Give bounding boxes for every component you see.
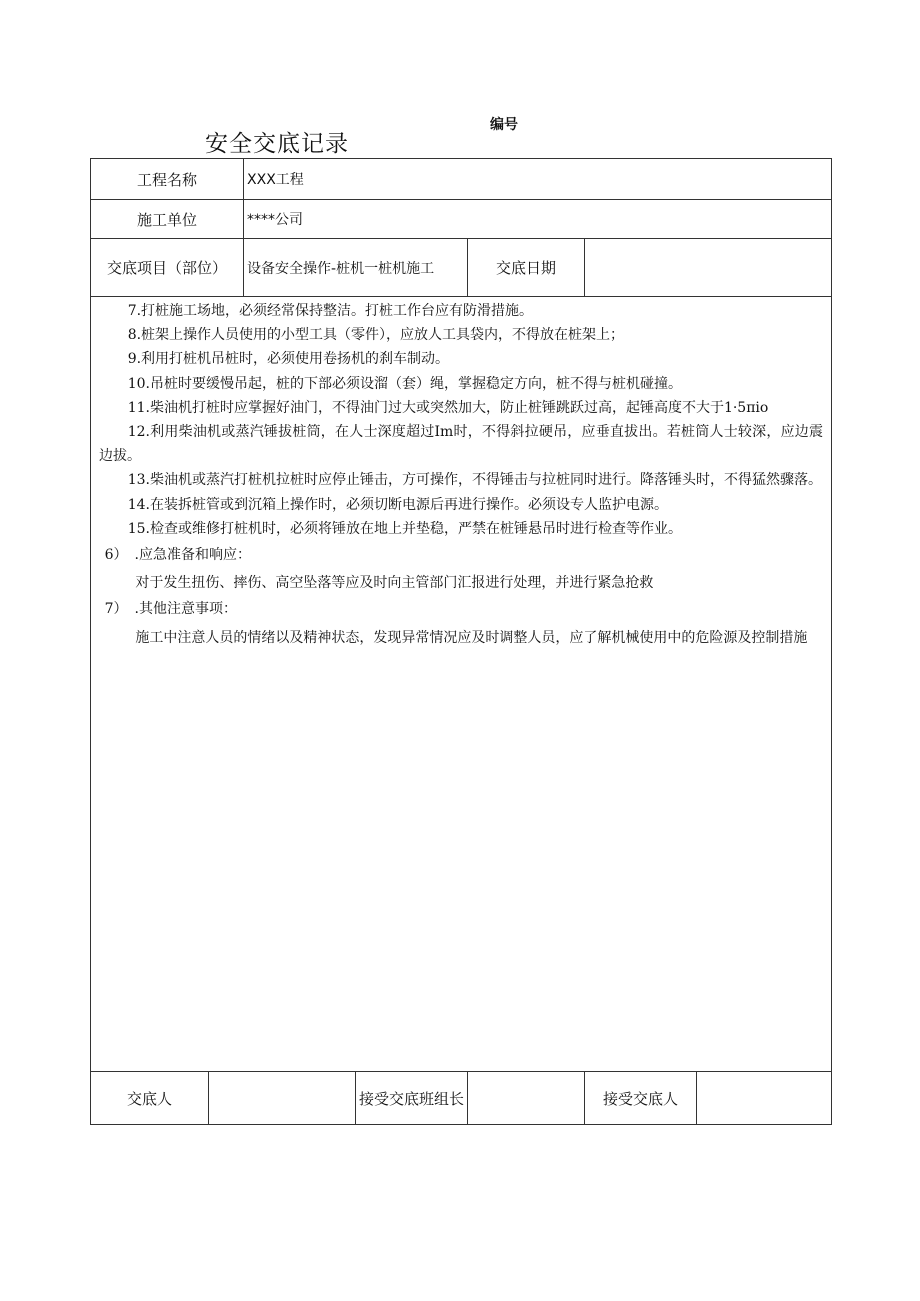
briefing-item-row [91,239,832,297]
document-title: 安全交底记录 [205,131,349,157]
briefing-item-value[interactable]: 设备安全操作-桩机一桩机施工 [244,239,468,297]
section-7-heading: 7） .其他注意事项： [104,601,237,618]
content-paragraph: 10.吊桩时要缓慢吊起，桩的下部必须设溜（套）绳，掌握稳定方向，桩不得与桩机碰撞。 [127,375,682,392]
content-paragraph: 12.利用柴油机或蒸汽锤拔桩筒，在人士深度超过Im时，不得斜拉硬吊，应垂直拔出。若桩筒人士较深，应边震边拔。 [99,424,824,465]
section-7-text: 施工中注意人员的情绪以及精神状态，发现异常情况应及时调整人员，应了解机械使用中的危险源及控制措施 [135,629,808,646]
briefing-date-label: 交底日期 [468,239,585,297]
signature-row [91,1072,832,1125]
construction-unit-value[interactable]: ****公司 [244,200,832,239]
team-leader-label: 接受交底班组长 [356,1072,468,1125]
team-leader-signature[interactable] [468,1072,585,1125]
briefing-content-row [91,297,832,1072]
briefing-item-label: 交底项目（部位） [91,239,244,297]
project-name-row [91,159,832,200]
section-6-text: 对于发生扭伤、摔伤、高空坠落等应及时向主管部门汇报进行处理，并进行紧急抢救 [135,575,654,592]
document-number-label: 编号 [490,117,518,133]
receiver-label: 接受交底人 [585,1072,697,1125]
discloser-signature[interactable] [209,1072,356,1125]
content-paragraph: 8.桩架上操作人员使用的小型工具（零件），应放人工具袋内，不得放在桩架上； [127,327,625,344]
briefing-content [91,297,832,1072]
briefing-date-value[interactable] [585,239,832,297]
safety-briefing-form [90,158,832,1125]
project-name-value[interactable]: XXX工程 [244,159,832,200]
construction-unit-row [91,200,832,239]
content-paragraph: 13.柴油机或蒸汽打桩机拉桩时应停止锤击，方可操作，不得锤击与拉桩同时进行。降落锤头时，不得猛然骤落。 [127,472,822,489]
content-paragraph: 11.柴油机打桩时应掌握好油门，不得油门过大或突然加大，防止桩锤跳跃过高，起锤高度不大于1·5πio [127,399,769,416]
construction-unit-label: 施工单位 [91,200,244,239]
content-paragraph: 14.在装拆桩管或到沉箱上操作时，必须切断电源后再进行操作。必须设专人监护电源。 [127,496,668,513]
section-6-heading: 6） .应急准备和响应： [104,547,251,564]
project-name-label: 工程名称 [91,159,244,200]
receiver-signature[interactable] [697,1072,832,1125]
content-paragraph: 7.打桩施工场地，必须经常保持整洁。打桩工作台应有防滑措施。 [127,303,534,319]
discloser-label: 交底人 [91,1072,209,1125]
content-paragraph: 15.检查或维修打桩机时，必须将锤放在地上并垫稳，严禁在桩锤悬吊时进行检查等作业。 [127,520,682,537]
content-paragraph: 9.利用打桩机吊桩时，必须使用卷扬机的刹车制动。 [127,351,450,368]
